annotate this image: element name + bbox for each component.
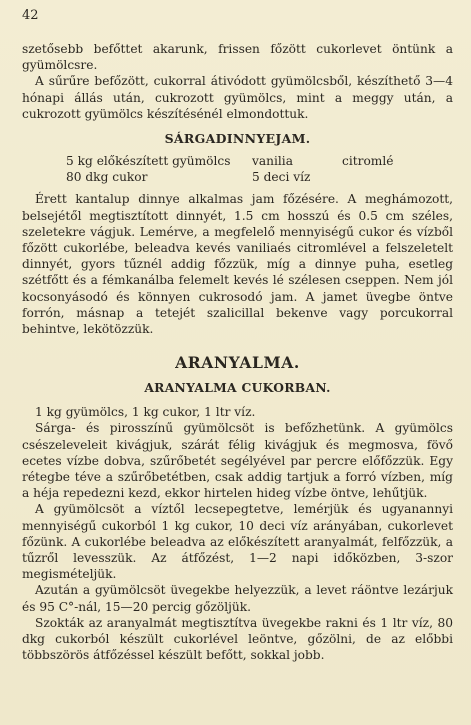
page-number: 42 — [22, 8, 39, 23]
ingredients-line: 1 kg gyümölcs, 1 kg cukor, 1 ltr víz. — [35, 405, 256, 420]
recipe-paragraph-2: A gyümölcsöt a víztől lecsepegtetve, lemérjük és ugyanannyi mennyiségű cukorból 1 kg cukor, 10 deci víz arányában, cukorlevet főzünk. A cukorlébe beleadva az előkészített aranyalmát, felfőzzük, a tűzről levesszük. Az átfőzést, 1—2 napi időközben, 3-szor megismételjük. — [22, 502, 453, 582]
ingredients-table — [66, 153, 453, 185]
recipe-paragraph-1: Sárga- és pirosszínű gyümölcsöt is befőzhetünk. A gyümölcs csészeleveleit kivágjuk, szárát félig kivágjuk és megmosva, fövő ecetes vízbe dobva, szűrőbetét segélyével par percre előfőzzük. Egy rétegbe téve a szűrőbetétben, csak addig tartjuk a forró vízben, míg a héja repedezni kezd, ekkor hirtelen hideg vízbe öntve, lehűtjük. — [22, 421, 453, 501]
recipe-body-sargadinnyejam: Érett kantalup dinnye alkalmas jam főzésére. A meghámozott, belsejétől megtisztított dinnyét, 1.5 cm hosszú és 0.5 cm széles, szeletekre vágjuk. Lemérve, a megfelelő mennyiségű cukor és vízből főzött cukorlébe, beleadva kevés vaniliaés citromlével a felszeletelt dinnyét, gyors tűznél addig főzzük, míg a dinnye puha, esetleg szétfőtt és a fémkanálba felemelt kevés lé szélesen cseppen. Nem jól kocsonyásodó és könnyen cukrosodó jam. A jamet üvegbe öntve forrón, másnap a tetejét szalicillal bekenve vagy porcukorral behintve, lekötözzük. — [22, 192, 453, 337]
recipe-title-sargadinnyejam: SÁRGADINNYEJAM. — [164, 131, 311, 147]
ingredient: 5 kg előkészített gyümölcs — [66, 154, 231, 169]
recipe-paragraph-3: Azután a gyümölcsöt üvegekbe helyezzük, a levet ráöntve lezárjuk és 95 C°-nál, 15—20 percig gőzöljük. — [22, 583, 453, 614]
section-title-aranyalma: ARANYALMA. — [175, 353, 300, 373]
ingredient: vanilia — [252, 154, 293, 169]
ingredient: 5 deci víz — [252, 170, 311, 185]
intro-paragraph-1: szetősebb befőttet akarunk, frissen főzött cukorlevet öntünk a gyümölcsre. — [22, 42, 453, 73]
recipe-paragraph-4: Szokták az aranyalmát megtisztítva üvegekbe rakni és 1 ltr víz, 80 dkg cukorból készült cukorlével leöntve, gőzölni, de az előbbi többszörös átfőzéssel készült befőtt, sokkal jobb. — [22, 615, 453, 663]
intro-paragraph-2: A sűrűre befőzött, cukorral átivódott gyümölcsből, készíthető 3—4 hónapi állás után, cukrozott gyümölcs, mint a meggy után, a cukrozott gyümölcs készítésénél elmondottuk. — [22, 74, 453, 121]
ingredients-row — [66, 169, 453, 185]
ingredients-row — [66, 153, 453, 169]
ingredient: 80 dkg cukor — [66, 170, 148, 185]
ingredient: citromlé — [342, 154, 394, 169]
ingredient — [342, 169, 422, 185]
recipe-title-aranyalma-cukorban: ARANYALMA CUKORBAN. — [144, 380, 331, 396]
